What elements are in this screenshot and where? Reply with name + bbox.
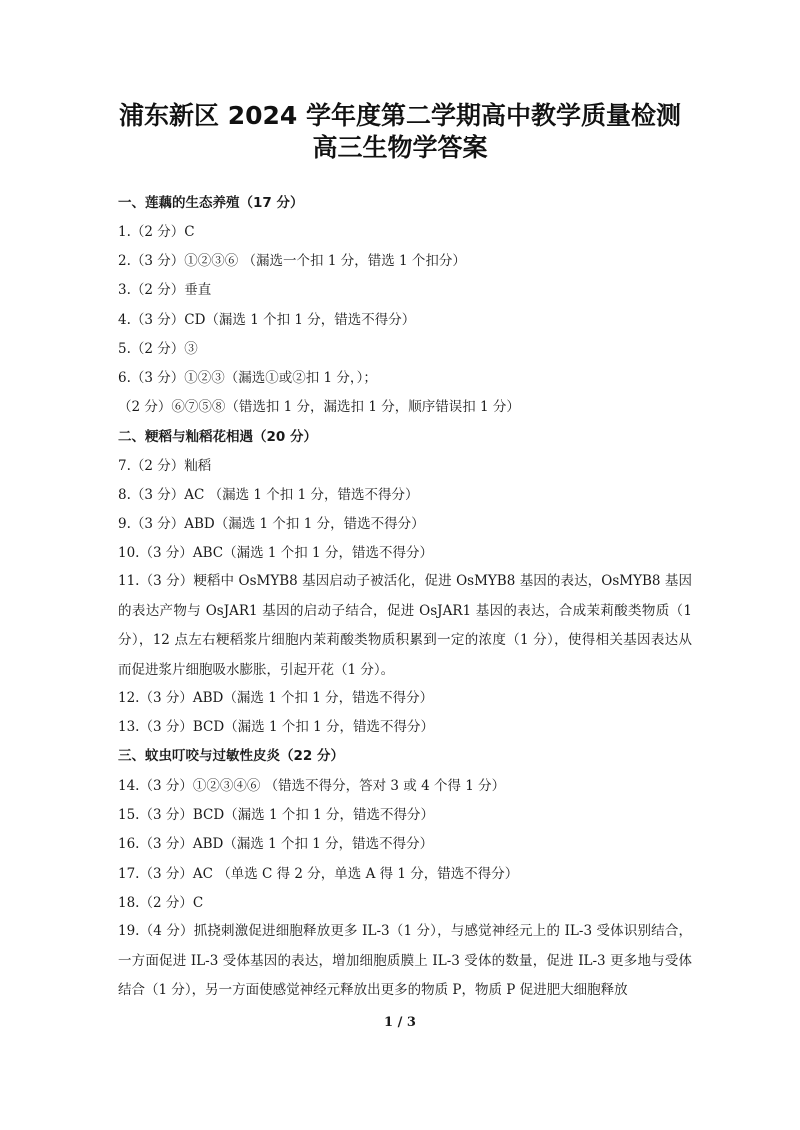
section-heading: 三、蚊虫叮咬与过敏性皮炎（22 分）	[118, 748, 344, 764]
page-number: 1 / 3	[384, 1015, 416, 1030]
answer-item: 18.（2 分）C	[118, 895, 204, 911]
answer-item: 10.（3 分）ABC（漏选 1 个扣 1 分，错选不得分）	[118, 545, 433, 561]
answer-item: 13.（3 分）BCD（漏选 1 个扣 1 分，错选不得分）	[118, 719, 435, 735]
answer-paragraph: 19.（4 分）抓挠刺激促进细胞释放更多 IL-3（1 分），与感觉神经元上的 IL-3 受体识别结合，一方面促进 IL-3 受体基因的表达，增加细胞质膜上 IL-3 受体的数量，促进 IL-3 更多地与受体结合（1 分），另一方面使感觉神经元释放出更多的物质 P，物质 P 促进肥大细胞释放	[118, 923, 692, 998]
answer-item: 2.（3 分）①②③⑥ （漏选一个扣 1 分，错选 1 个扣分）	[118, 253, 466, 269]
answer-item: 5.（2 分）③	[118, 341, 198, 357]
answer-item: 8.（3 分）AC （漏选 1 个扣 1 分，错选不得分）	[118, 487, 419, 503]
answer-item: 12.（3 分）ABD（漏选 1 个扣 1 分，错选不得分）	[118, 690, 434, 706]
answer-item: 3.（2 分）垂直	[118, 282, 212, 298]
answer-item: 17.（3 分）AC （单选 C 得 2 分，单选 A 得 1 分，错选不得分）	[118, 866, 519, 882]
section-heading: 一、莲藕的生态养殖（17 分）	[118, 195, 304, 211]
answer-item: 1.（2 分）C	[118, 224, 195, 240]
document-subtitle: 高三生物学答案	[312, 133, 488, 162]
answer-item: 15.（3 分）BCD（漏选 1 个扣 1 分，错选不得分）	[118, 807, 435, 823]
answer-item: 4.（3 分）CD（漏选 1 个扣 1 分，错选不得分）	[118, 312, 416, 328]
answer-item: 6.（3 分）①②③（漏选①或②扣 1 分，）；	[118, 370, 377, 386]
answer-paragraph: 11.（3 分）粳稻中 OsMYB8 基因启动子被活化，促进 OsMYB8 基因的表达，OsMYB8 基因的表达产物与 OsJAR1 基因的启动子结合，促进 OsJAR1 基因的表达，合成茉莉酸类物质（1 分），12 点左右粳稻浆片细胞内茉莉酸类物质积累到一定的浓度（1 分），使得相关基因表达从而促进浆片细胞吸水膨胀，引起开花（1 分）。	[118, 573, 692, 678]
answer-item: 14.（3 分）①②③④⑥ （错选不得分，答对 3 或 4 个得 1 分）	[118, 778, 506, 794]
answer-item: 7.（2 分）籼稻	[118, 458, 212, 474]
section-heading: 二、粳稻与籼稻花相遇（20 分）	[118, 429, 317, 445]
answer-item: （2 分）⑥⑦⑤⑧（错选扣 1 分，漏选扣 1 分，顺序错误扣 1 分）	[118, 399, 520, 415]
answer-item: 9.（3 分）ABD（漏选 1 个扣 1 分，错选不得分）	[118, 516, 425, 532]
answer-item: 16.（3 分）ABD（漏选 1 个扣 1 分，错选不得分）	[118, 836, 434, 852]
document-title: 浦东新区 2024 学年度第二学期高中教学质量检测	[119, 101, 681, 130]
